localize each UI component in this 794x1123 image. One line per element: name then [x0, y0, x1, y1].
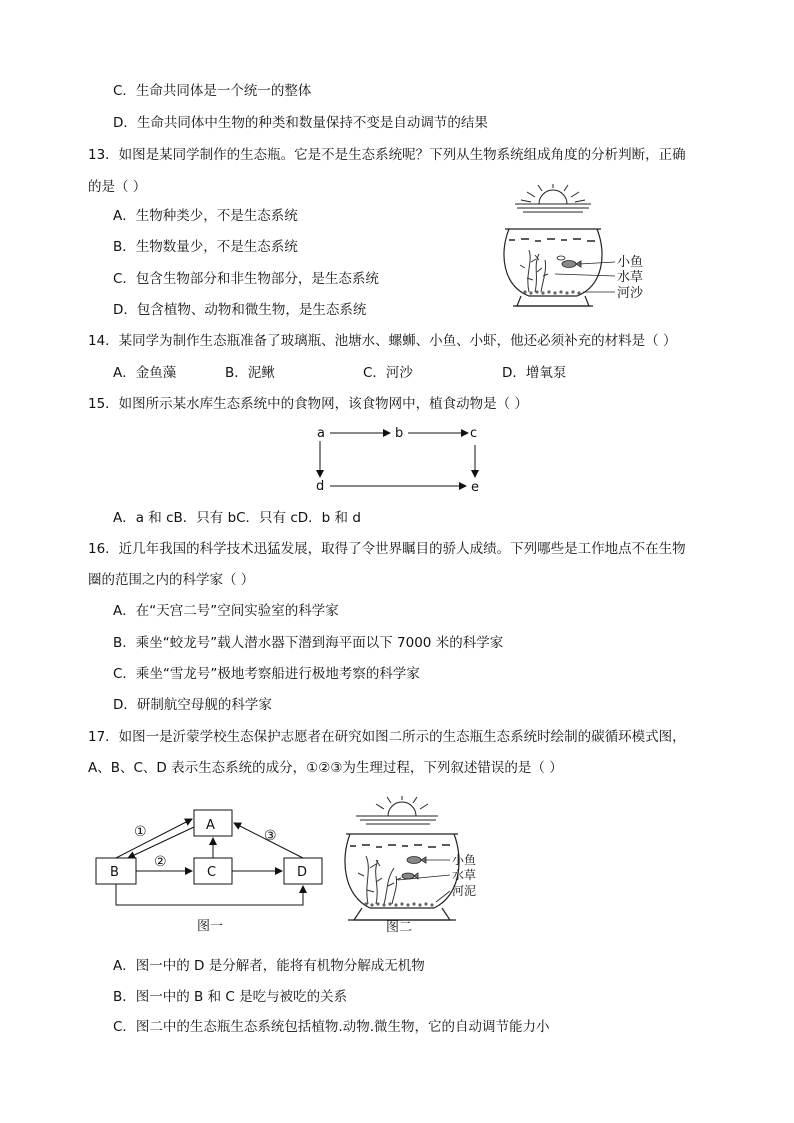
q14-option-a: A．金鱼藻 [113, 365, 177, 381]
fish-icon [402, 857, 426, 880]
q13-option-a: A．生物种类少，不是生态系统 [113, 208, 298, 224]
node-B: B [110, 865, 119, 880]
q17-carbon-cycle-diagram [94, 805, 334, 940]
sun-icon [356, 796, 438, 824]
label-mud: 河泥 [452, 884, 477, 898]
q17-option-c: C．图二中的生态瓶生态系统包括植物.动物.微生物，它的自动调节能力小 [113, 1019, 550, 1035]
q17-eco-bottle-figure [338, 796, 498, 941]
q13-option-d: D．包含植物、动物和微生物，是生态系统 [113, 302, 367, 318]
q17-stem-line1: 17．如图一是沂蒙学校生态保护志愿者在研究如图二所示的生态瓶生态系统时绘制的碳循环模式图， [88, 729, 686, 745]
q17-option-a: A．图一中的 D 是分解者，能将有机物分解成无机物 [113, 958, 425, 974]
node-b: b [395, 426, 404, 441]
q12-option-c: C．生命共同体是一个统一的整体 [113, 83, 312, 99]
q17-option-b: B．图一中的 B 和 C 是吃与被吃的关系 [113, 989, 348, 1005]
q14-stem: 14．某同学为制作生态瓶准备了玻璃瓶、池塘水、螺蛳、小鱼、小虾，他还必须补充的材料是（ ） [88, 333, 677, 349]
q13-option-c: C．包含生物部分和非生物部分，是生态系统 [113, 271, 379, 287]
node-a: a [317, 426, 325, 441]
caption-fig2: 图二 [386, 920, 413, 935]
node-C: C [207, 865, 217, 880]
process-2: ② [154, 854, 167, 870]
q13-stem-line1: 13．如图是某同学制作的生态瓶。它是不是生态系统呢？下列从生物系统组成角度的分析判断，正确 [88, 147, 686, 163]
q16-option-d: D．研制航空母舰的科学家 [113, 697, 272, 713]
label-weed: 水草 [452, 868, 477, 882]
q13-option-b: B．生物数量少，不是生态系统 [113, 239, 298, 255]
process-1: ① [134, 824, 147, 840]
node-D: D [297, 865, 308, 880]
q12-option-d: D．生命共同体中生物的种类和数量保持不变是自动调节的结果 [113, 115, 488, 131]
q14-option-b: B．泥鳅 [225, 365, 275, 381]
node-d: d [316, 479, 325, 494]
caption-fig1: 图一 [197, 919, 224, 934]
q16-option-a: A．在“天宫二号”空间实验室的科学家 [113, 603, 339, 619]
q13-eco-bottle-figure [495, 184, 675, 314]
q16-option-c: C．乘坐“雪龙号”极地考察船进行极地考察的科学家 [113, 666, 420, 682]
fish-icon [557, 256, 581, 268]
node-A: A [206, 818, 215, 833]
q16-option-b: B．乘坐“蛟龙号”载人潜水器下潜到海平面以下 7000 米的科学家 [113, 635, 504, 651]
q14-option-d: D．增氧泵 [502, 365, 567, 381]
q15-stem: 15．如图所示某水库生态系统中的食物网，该食物网中，植食动物是（ ） [88, 396, 528, 412]
label-fish: 小鱼 [452, 853, 477, 867]
label-weed: 水草 [617, 270, 644, 285]
process-3: ③ [264, 828, 277, 844]
q13-stem-line2: 的是（ ） [88, 179, 147, 195]
label-sand: 河沙 [617, 286, 644, 301]
q16-stem-line1: 16．近几年我国的科学技术迅猛发展，取得了令世界瞩目的骄人成绩。下列哪些是工作地点不在生物 [88, 541, 686, 557]
q15-food-web-diagram [310, 423, 490, 498]
q14-option-c: C．河沙 [363, 365, 413, 381]
sun-icon [515, 184, 591, 212]
q16-stem-line2: 圈的范围之内的科学家（ ） [88, 572, 255, 588]
q15-options: A．a 和 cB．只有 bC．只有 cD．b 和 d [113, 510, 361, 526]
node-e: e [471, 480, 479, 495]
q17-stem-line2: A、B、C、D 表示生态系统的成分，①②③为生理过程，下列叙述错误的是（ ） [88, 760, 563, 776]
node-c: c [470, 426, 478, 441]
label-fish: 小鱼 [617, 255, 644, 270]
